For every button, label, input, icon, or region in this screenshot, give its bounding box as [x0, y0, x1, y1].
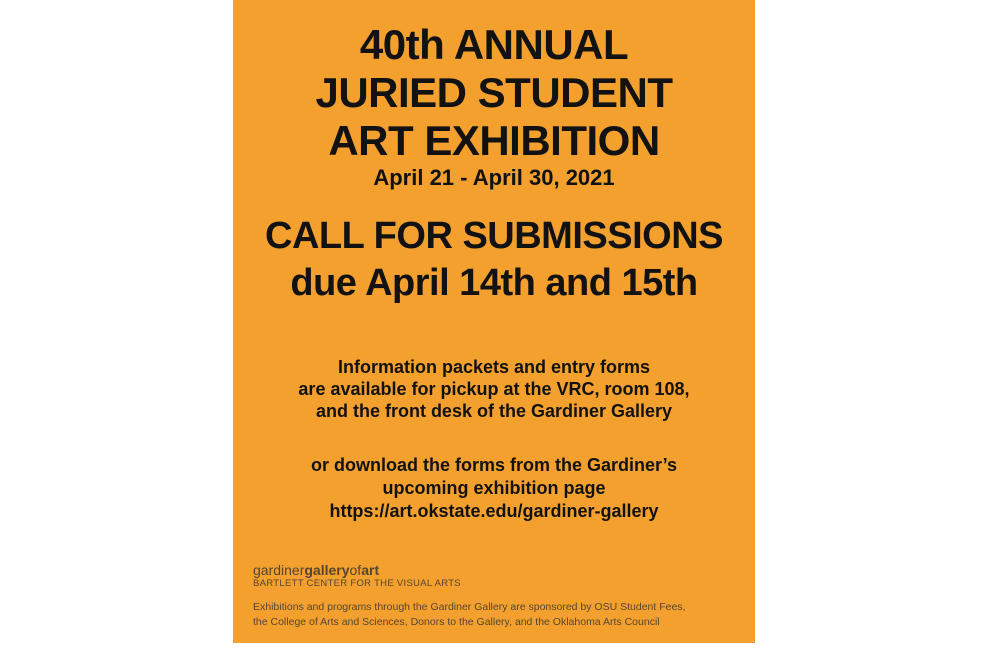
bartlett-center-subtitle: BARTLETT CENTER FOR THE VISUAL ARTS [253, 578, 461, 589]
poster-footer [253, 563, 735, 630]
call-line-2: due April 14th and 15th [290, 262, 698, 304]
call-line-1: CALL FOR SUBMISSIONS [265, 215, 723, 257]
download-info-line-2: upcoming exhibition page [382, 478, 606, 498]
logo-word-gallery: gallery [304, 562, 350, 578]
pickup-info-line-2: are available for pickup at the VRC, room 108, [298, 379, 690, 399]
sponsor-credits [253, 600, 735, 630]
logo-word-art: art [361, 562, 380, 578]
poster-title [233, 21, 755, 165]
exhibition-poster [233, 0, 755, 643]
gardiner-gallery-logo [253, 563, 735, 578]
title-line-1: 40th ANNUAL [359, 21, 629, 68]
title-line-2: JURIED STUDENT [315, 69, 673, 116]
logo-word-of: of [349, 562, 362, 578]
call-for-submissions-heading [233, 213, 755, 307]
download-info-paragraph [233, 454, 755, 523]
sponsor-line-2: the College of Arts and Sciences, Donors to the Gallery, and the Oklahoma Arts Council [253, 616, 660, 628]
pickup-info-line-3: and the front desk of the Gardiner Gallery [315, 401, 673, 421]
download-info-line-1: or download the forms from the Gardiner’s [310, 455, 678, 475]
sponsor-line-1: Exhibitions and programs through the Gardiner Gallery are sponsored by OSU Student Fees, [253, 601, 686, 613]
logo-word-gardiner: gardiner [253, 562, 305, 578]
pickup-info-paragraph [233, 356, 755, 422]
pickup-info-line-1: Information packets and entry forms [337, 357, 651, 377]
exhibition-date-range: April 21 - April 30, 2021 [373, 165, 615, 190]
title-line-3: ART EXHIBITION [328, 117, 660, 164]
gallery-url: https://art.okstate.edu/gardiner-gallery [329, 501, 659, 521]
